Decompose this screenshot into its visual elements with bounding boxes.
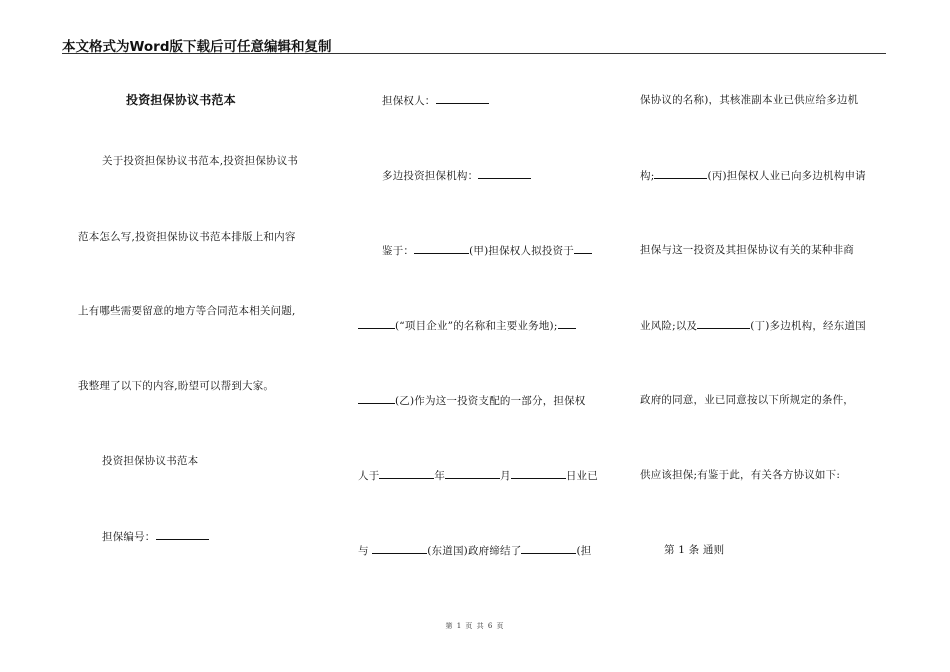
with-prefix: 与 — [358, 545, 369, 557]
month-label: 月 — [500, 470, 511, 482]
col3-line-3: 担保与这一投资及其担保协议有关的某种非商 — [640, 244, 854, 256]
page-header — [62, 35, 886, 54]
col3-line-2-blank — [654, 168, 707, 179]
guarantee-no-blank — [156, 529, 209, 540]
whereas-line — [382, 243, 592, 258]
project-text: (“项目企业”的名称和主要业务地); — [395, 320, 558, 332]
year-blank — [379, 468, 434, 479]
year-label: 年 — [434, 470, 446, 482]
col3-line-5: 政府的同意，业已同意按以下所规定的条件， — [640, 394, 854, 406]
intro-line-1: 关于投资担保协议书范本,投资担保协议书 — [102, 155, 299, 167]
col3-line-2-suffix: (丙)担保权人业已向多边机构申请 — [707, 170, 866, 182]
article-heading: 第 1 条 通则 — [664, 544, 725, 556]
day-suffix: 日业已 — [565, 470, 598, 482]
guarantee-no-line — [102, 529, 209, 544]
guarantor-line — [382, 93, 489, 108]
paren-open: (担 — [576, 545, 592, 557]
country-blank — [372, 543, 427, 554]
subtitle: 投资担保协议书范本 — [102, 455, 199, 467]
header-text: 本文格式为Word版下载后可任意编辑和复制 — [62, 39, 332, 55]
govt-text: (东道国)政府缔结了 — [427, 545, 522, 557]
whereas-blank-1 — [414, 243, 469, 254]
document-title: 投资担保协议书范本 — [126, 93, 236, 107]
col3-line-4-suffix: (丁)多边机构，经东道国 — [750, 320, 866, 332]
intro-line-4: 我整理了以下的内容,盼望可以帮到大家。 — [78, 380, 275, 392]
b-text: (乙)作为这一投资支配的一部分，担保权 — [395, 395, 586, 407]
guarantee-no-label: 担保编号： — [102, 531, 156, 543]
col3-line-4-blank — [697, 318, 750, 329]
col3-line-1: 保协议的名称)，其核准副本业已供应给多边机 — [640, 94, 859, 106]
month-blank — [445, 468, 500, 479]
b-line — [358, 393, 586, 408]
intro-line-2: 范本怎么写,投资担保协议书范本排版上和内容 — [78, 231, 296, 243]
page-footer: 第 1 页 共 6 页 — [445, 622, 505, 630]
whereas-label: 鉴于： — [382, 245, 415, 257]
project-line — [358, 318, 576, 333]
agency-label: 多边投资担保机构： — [382, 170, 479, 182]
govt-line — [358, 543, 591, 558]
agency-blank — [478, 168, 531, 179]
project-blank-2 — [558, 318, 576, 329]
agency-line — [382, 168, 531, 183]
col3-line-4-prefix: 业风险;以及 — [640, 320, 698, 332]
col3-line-2 — [640, 168, 866, 183]
guarantor-label: 担保权人： — [382, 95, 436, 107]
date-prefix: 人于 — [358, 470, 380, 482]
col3-line-4 — [640, 318, 866, 333]
project-blank-1 — [358, 318, 395, 329]
intro-line-3: 上有哪些需要留意的地方等合同范本相关问题, — [78, 305, 296, 317]
col3-line-2-prefix: 构; — [640, 170, 655, 182]
agreement-blank — [521, 543, 576, 554]
whereas-blank-2 — [574, 243, 592, 254]
whereas-a-text: (甲)担保权人拟投资于 — [469, 245, 575, 257]
day-blank — [511, 468, 566, 479]
b-blank — [358, 393, 395, 404]
guarantor-blank — [436, 93, 489, 104]
date-line — [358, 468, 598, 483]
col3-line-6: 供应该担保;有鉴于此，有关各方协议如下: — [640, 469, 841, 481]
